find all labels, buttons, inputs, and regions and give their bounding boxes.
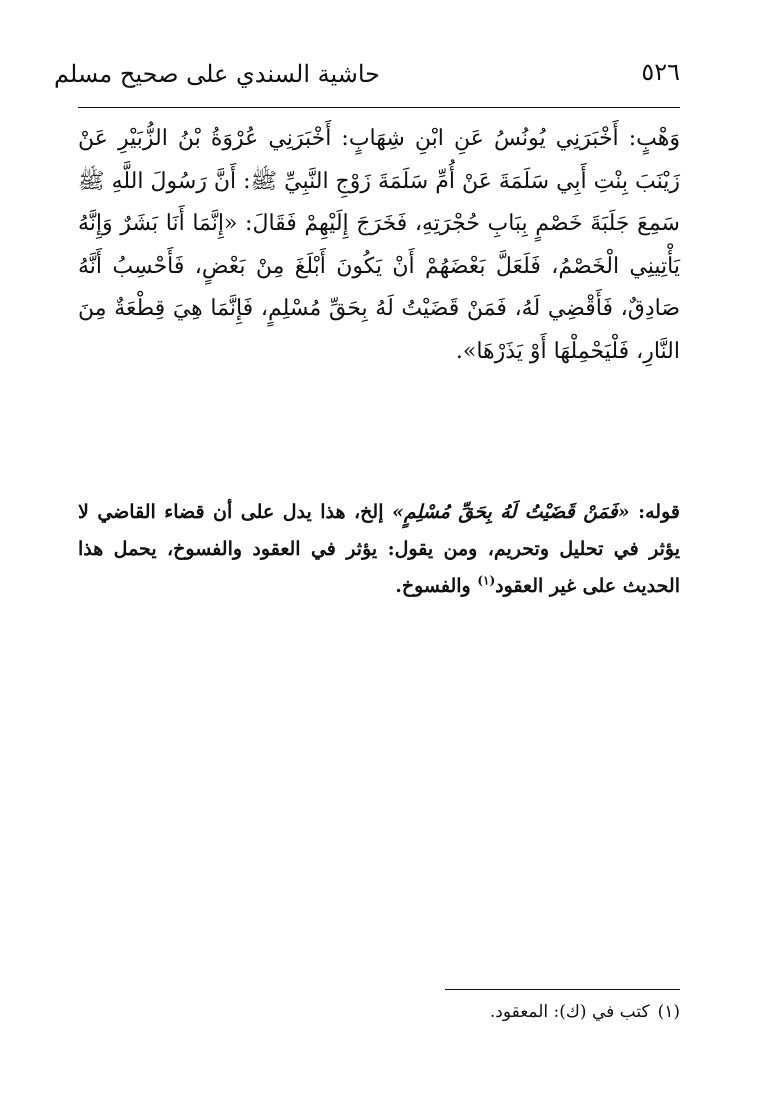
footnote-rule xyxy=(445,989,680,990)
commentary-paragraph xyxy=(78,494,680,605)
commentary-lead: قوله: xyxy=(629,501,680,523)
footnote xyxy=(78,997,680,1027)
header-rule xyxy=(78,107,680,108)
commentary-text: إلخ، هذا يدل على أن قضاء القاضي لا يؤثر في تحليل وتحريم، ومن يقول: يؤثر في العقود والفسوخ، يحمل هذا الحديث على غير العقود xyxy=(78,501,680,597)
running-title: حاشية السندي على صحيح مسلم xyxy=(54,60,380,88)
footnote-text: كتب في (ك): المعقود. xyxy=(489,1002,650,1022)
footnote-reference[interactable]: (١) xyxy=(477,573,496,588)
commentary-quote: «فَمَنْ قَضَيْتُ لَهُ بِحَقِّ مُسْلِمٍ» xyxy=(391,501,630,523)
page-number: ٥٢٦ xyxy=(641,58,680,86)
page-header xyxy=(54,56,680,106)
footnote-number: (١) xyxy=(657,1002,680,1022)
commentary-text-end: والفسوخ. xyxy=(395,575,478,597)
hadith-text: وَهْبٍ: أَخْبَرَنِي يُونُسُ عَنِ ابْنِ شِهَابٍ: أَخْبَرَنِي عُرْوَةُ بْنُ الزُّبَيْرِ عَنْ زَيْنَبَ بِنْتِ أَبِي سَلَمَةَ عَنْ أُمِّ سَلَمَةَ زَوْجِ النَّبِيِّ ﷺ: أَنَّ رَسُولَ اللَّهِ ﷺ سَمِعَ جَلَبَةَ خَصْمٍ بِبَابِ حُجْرَتِهِ، فَخَرَجَ إِلَيْهِمْ فَقَالَ: «إِنَّمَا أَنَا بَشَرٌ وَإِنَّهُ يَأْتِينِي الْخَصْمُ، فَلَعَلَّ بَعْضَهُمْ أَنْ يَكُونَ أَبْلَغَ مِنْ بَعْضٍ، فَأَحْسِبُ أَنَّهُ صَادِقٌ، فَأَقْضِي لَهُ، فَمَنْ قَضَيْتُ لَهُ بِحَقِّ مُسْلِمٍ، فَإِنَّمَا هِيَ قِطْعَةٌ مِنَ النَّارِ، فَلْيَحْمِلْهَا أَوْ يَذَرْهَا». xyxy=(78,126,680,364)
